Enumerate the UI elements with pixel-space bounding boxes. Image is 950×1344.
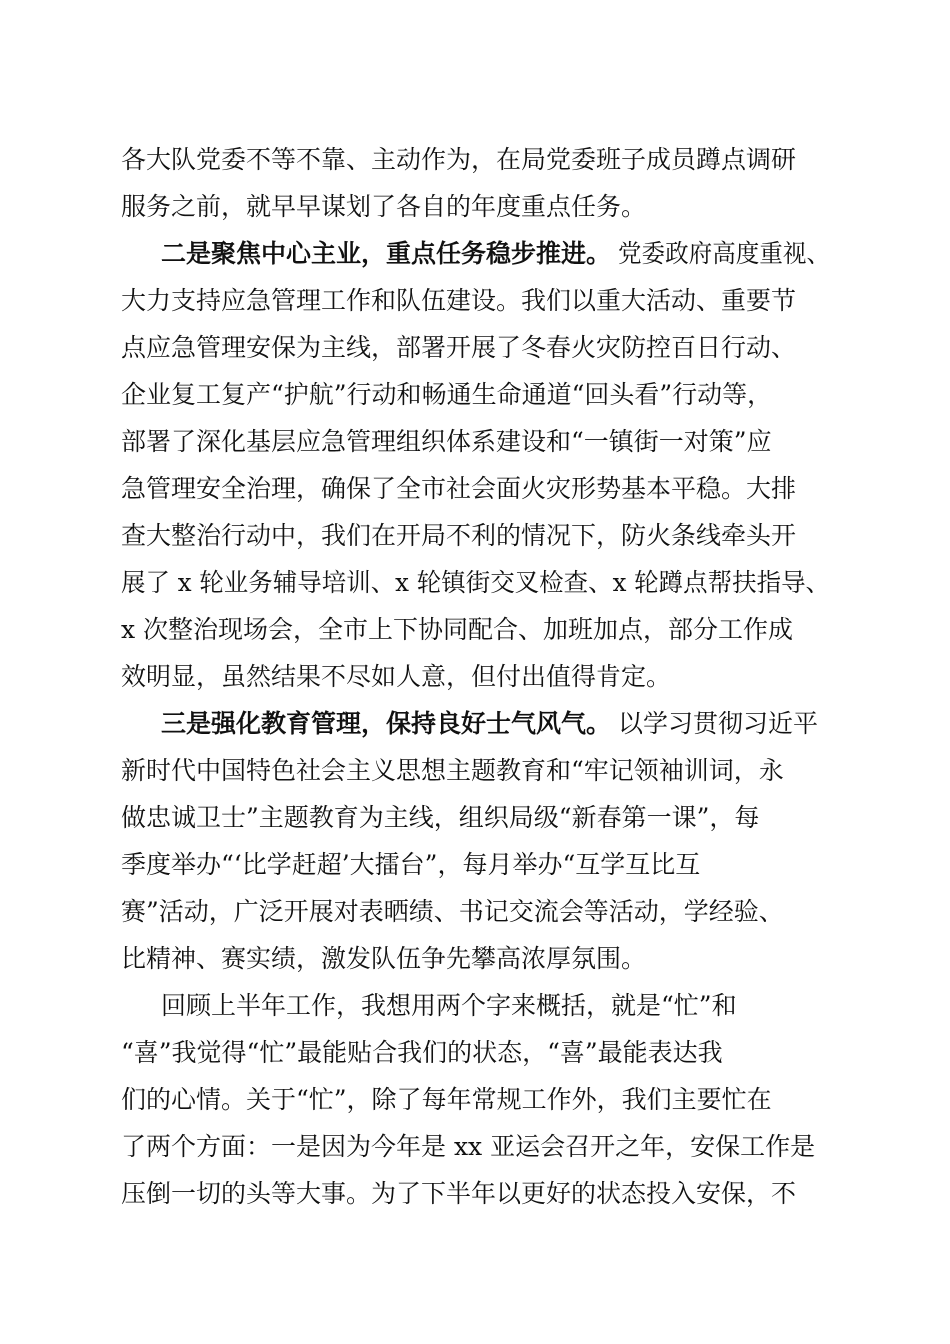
line-text: 服务之前，就早早谋划了各自的年度重点任务。: [121, 192, 647, 221]
text-line: [0, 840, 950, 890]
text-line: [0, 229, 950, 279]
line-text: 新时代中国特色社会主义思想主题教育和“牢记领袖训词，永: [121, 756, 784, 785]
line-text: 展了 x 轮业务辅导培训、x 轮镇街交叉检查、x 轮蹲点帮扶指导、: [121, 568, 831, 597]
text-line: [0, 887, 950, 937]
paragraph-lead-heading: 三是强化教育管理，保持良好士气风气。: [161, 709, 612, 738]
line-text: 做忠诚卫士”主题教育为主线，组织局级“新春第一课”，每: [121, 803, 760, 832]
line-text: 部署了深化基层应急管理组织体系建设和“一镇街一对策”应: [121, 427, 772, 456]
text-line: [0, 511, 950, 561]
line-text: 查大整治行动中，我们在开局不利的情况下，防火条线牵头开: [121, 521, 797, 550]
line-text: 回顾上半年工作，我想用两个字来概括，就是“忙”和: [161, 991, 737, 1020]
text-line: [0, 793, 950, 843]
line-text: 企业复工复产“护航”行动和畅通生命通道“回头看”行动等，: [121, 380, 773, 409]
line-text: 压倒一切的头等大事。为了下半年以更好的状态投入安保，不: [121, 1179, 797, 1208]
text-line: [0, 934, 950, 984]
line-text: 以学习贯彻习近平: [618, 709, 819, 738]
text-line: [0, 1028, 950, 1078]
line-text: 党委政府高度重视、: [618, 239, 831, 268]
line-text: 急管理安全治理，确保了全市社会面火灾形势基本平稳。大排: [121, 474, 797, 503]
line-text: 了两个方面：一是因为今年是 xx 亚运会召开之年，安保工作是: [121, 1132, 816, 1161]
text-line: [0, 323, 950, 373]
text-line: [0, 135, 950, 185]
line-text: 各大队党委不等不靠、主动作为，在局党委班子成员蹲点调研: [121, 145, 797, 174]
text-line: [0, 746, 950, 796]
paragraph-lead-heading: 二是聚焦中心主业，重点任务稳步推进。: [161, 239, 612, 268]
line-text: 比精神、赛实绩，激发队伍争先攀高浓厚氛围。: [121, 944, 647, 973]
line-text: 效明显，虽然结果不尽如人意，但付出值得肯定。: [121, 662, 672, 691]
text-line: [0, 981, 950, 1031]
line-text: “喜”我觉得“忙”最能贴合我们的状态，“喜”最能表达我: [121, 1038, 723, 1067]
text-line: [0, 1169, 950, 1219]
text-line: [0, 1075, 950, 1125]
line-text: 赛”活动，广泛开展对表晒绩、书记交流会等活动，学经验、: [121, 897, 784, 926]
text-line: [0, 605, 950, 655]
text-line: [0, 558, 950, 608]
text-line: [0, 464, 950, 514]
text-line: [0, 182, 950, 232]
line-text: x 次整治现场会，全市上下协同配合、加班加点，部分工作成: [121, 615, 794, 644]
text-line: [0, 699, 950, 749]
text-line: [0, 370, 950, 420]
line-text: 季度举办“‘比学赶超’大擂台”，每月举办“互学互比互: [121, 850, 701, 879]
line-text: 大力支持应急管理工作和队伍建设。我们以重大活动、重要节: [121, 286, 797, 315]
text-line: [0, 652, 950, 702]
line-text: 们的心情。关于“忙”，除了每年常规工作外，我们主要忙在: [121, 1085, 772, 1114]
line-text: 点应急管理安保为主线，部署开展了冬春火灾防控百日行动、: [121, 333, 797, 362]
text-line: [0, 417, 950, 467]
text-line: [0, 1122, 950, 1172]
text-line: [0, 276, 950, 326]
